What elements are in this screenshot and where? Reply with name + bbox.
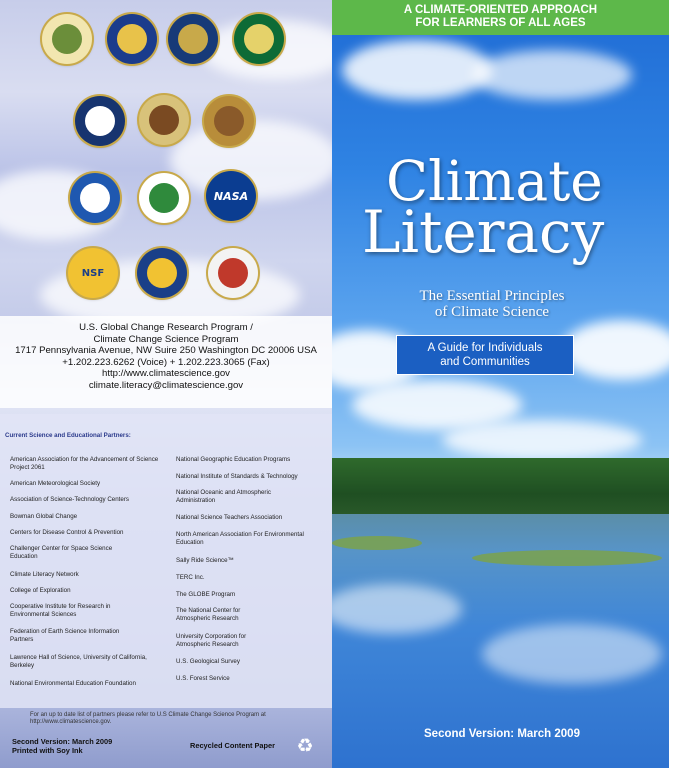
- nasa-seal-icon: NASA: [206, 171, 256, 221]
- back-cover-panel: [0, 0, 332, 768]
- hhs-seal-icon: [75, 96, 125, 146]
- cloud-decoration: [472, 50, 632, 100]
- partner-item: Federation of Earth Science Information Partners: [10, 628, 120, 643]
- cover-subtitle: [367, 288, 617, 320]
- partner-item: American Meteorological Society: [10, 480, 101, 487]
- interior-seal-icon: [139, 95, 189, 145]
- soy-ink-label: Printed with Soy Ink: [12, 746, 83, 755]
- subtitle-line: The Essential Principles: [419, 288, 565, 304]
- usda-seal-icon: [42, 14, 92, 64]
- partner-item: North American Association For Environmental Education: [176, 531, 304, 546]
- partner-item: The GLOBE Program: [176, 591, 236, 598]
- partner-item: National Oceanic and Atmospheric Administration: [176, 489, 271, 504]
- partners-update-note: For an up to date list of partners please refer to U.S Climate Change Science Program at http://www.climatescience.gov.: [30, 712, 266, 726]
- partner-item: National Institute of Standards & Technology: [176, 473, 298, 480]
- guide-line: and Communities: [440, 356, 530, 368]
- partner-item: Climate Literacy Network: [10, 571, 79, 578]
- cloud-reflection: [482, 624, 662, 684]
- subtitle-line: of Climate Science: [434, 304, 550, 320]
- email-link[interactable]: climate.literacy@climatescience.gov: [88, 379, 244, 391]
- phone-fax-line: +1.202.223.6262 (Voice) + 1.202.223.3065 (Fax): [62, 356, 270, 368]
- program-address: [0, 316, 332, 408]
- partner-item: University Corporation for Atmospheric Research: [176, 633, 247, 648]
- partner-item: National Environmental Education Foundation: [10, 680, 136, 687]
- partner-item: Centers for Disease Control & Prevention: [10, 529, 124, 536]
- partner-item: College of Exploration: [10, 587, 71, 594]
- back-cover-footer: [0, 708, 332, 768]
- print-info: [12, 737, 112, 755]
- front-cover-panel: [332, 0, 669, 768]
- partner-item: National Geographic Education Programs: [176, 456, 291, 463]
- address-line: Climate Change Science Program: [93, 333, 239, 345]
- energy-seal-icon: [234, 14, 284, 64]
- partner-item: Cooperative Institute for Research in Environmental Sciences: [10, 603, 111, 618]
- title-line-climate: Climate: [386, 149, 603, 213]
- partners-section: [0, 414, 332, 708]
- address-line: U.S. Global Change Research Program /: [79, 322, 253, 333]
- cloud-decoration: [442, 420, 642, 460]
- partners-heading: Current Science and Educational Partners:: [5, 432, 131, 439]
- tagline-line: FOR LEARNERS OF ALL AGES: [415, 17, 586, 29]
- tagline-line: A CLIMATE-ORIENTED APPROACH: [403, 4, 598, 16]
- guide-line: A Guide for Individuals: [427, 342, 543, 354]
- smithsonian-seal-icon: [137, 248, 187, 298]
- nsf-seal-icon: NSF: [68, 248, 118, 298]
- partner-item: Lawrence Hall of Science, University of California, Berkeley: [10, 654, 147, 669]
- guide-label-box: [396, 335, 574, 375]
- partner-item: Sally Ride Science™: [176, 557, 234, 564]
- defense-seal-icon: [168, 14, 218, 64]
- recycled-paper-label: Recycled Content Paper: [190, 741, 276, 750]
- cloud-decoration: [342, 40, 492, 100]
- treeline-landscape: [332, 458, 669, 518]
- partner-item: Challenger Center for Space Science Education: [10, 545, 113, 560]
- lily-pads: [332, 536, 422, 550]
- lily-pads: [472, 550, 662, 566]
- title-line-literacy: Literacy: [362, 198, 605, 266]
- partner-item: TERC Inc.: [176, 574, 205, 581]
- epa-seal-icon: [139, 173, 189, 223]
- commerce-seal-icon: [107, 14, 157, 64]
- cloud-decoration: [562, 320, 669, 380]
- transportation-seal-icon: [70, 173, 120, 223]
- cloud-reflection: [332, 584, 462, 634]
- partner-item: American Association for the Advancement of Science Project 2061: [10, 456, 159, 471]
- website-link[interactable]: http://www.climatescience.gov: [102, 368, 230, 380]
- cover-version-label: Second Version: March 2009: [424, 728, 580, 740]
- partner-item: U.S. Forest Service: [176, 675, 230, 682]
- partner-item: U.S. Geological Survey: [176, 658, 240, 665]
- partner-item: The National Center for Atmospheric Research: [176, 607, 241, 622]
- version-label: Second Version: March 2009: [12, 737, 113, 746]
- recycle-icon: ♻: [296, 736, 314, 757]
- address-line: 1717 Pennsylvania Avenue, NW Suire 250 Washington DC 20006 USA: [15, 345, 317, 357]
- tagline-banner: [332, 0, 669, 35]
- usaid-seal-icon: [208, 248, 258, 298]
- partner-item: Bowman Global Change: [10, 513, 78, 520]
- partner-item: National Science Teachers Association: [176, 514, 283, 521]
- partner-item: Association of Science-Technology Centers: [10, 496, 129, 503]
- state-seal-icon: [204, 96, 254, 146]
